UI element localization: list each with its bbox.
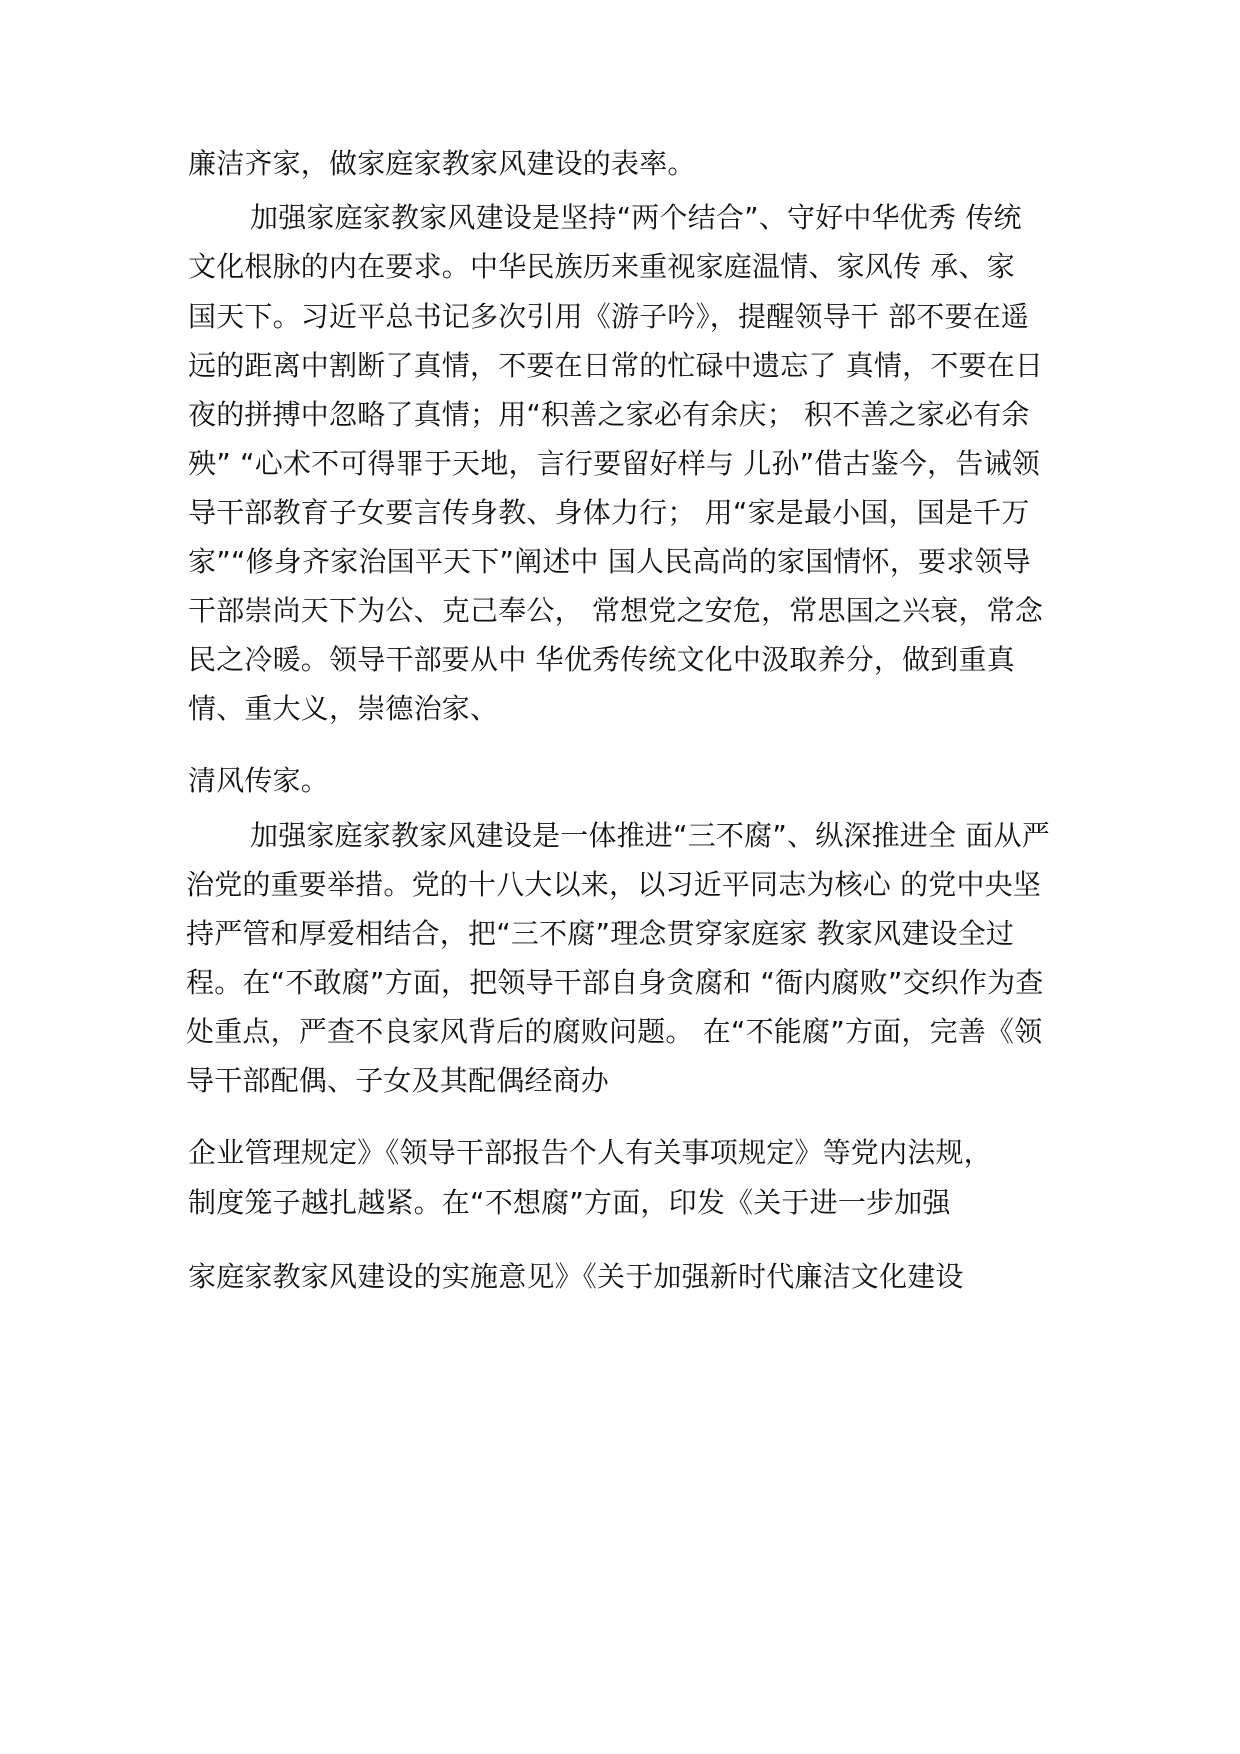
text-line: 廉洁齐家，做家庭家教家风建设的表率。 bbox=[188, 147, 696, 180]
text-line: 干部崇尚天下为公、克己奉公， 常想党之安危，常思国之兴衰，常念 bbox=[188, 594, 1044, 627]
text-line: 远的距离中割断了真情，不要在日常的忙碌中遗忘了 真情，不要在日 bbox=[188, 349, 1044, 382]
text-line: 导干部教育子女要言传身教、身体力行； 用“家是最小国，国是千万 bbox=[188, 496, 1030, 529]
text-line: 处重点，严查不良家风背后的腐败问题。 在“不能腐”方面，完善《领 bbox=[186, 1015, 1043, 1048]
text-line: 夜的拼搏中忽略了真情；用“积善之家必有余庆； 积不善之家必有余 bbox=[188, 398, 1030, 431]
text-line: 家庭家教家风建设的实施意见》《关于加强新时代廉洁文化建设 bbox=[188, 1260, 964, 1293]
text-line: 文化根脉的内在要求。中华民族历来重视家庭温情、家风传 承、家 bbox=[188, 250, 1015, 283]
text-line: 制度笼子越扎越紧。在“不想腐”方面，印发《关于进一步加强 bbox=[188, 1186, 951, 1219]
paragraph-first-line: 加强家庭家教家风建设是坚持“两个结合”、守好中华优秀 传统 bbox=[250, 201, 1022, 234]
text-line: 民之冷暖。领导干部要从中 华优秀传统文化中汲取养分，做到重真 bbox=[188, 643, 1015, 676]
text-line: 程。在“不敢腐”方面，把领导干部自身贪腐和 “衙内腐败”交织作为查 bbox=[186, 966, 1044, 999]
text-line: 持严管和厚爱相结合，把“三不腐”理念贯穿家庭家 教家风建设全过 bbox=[186, 917, 1015, 950]
text-line: 殃” “心术不可得罪于天地，言行要留好样与 儿孙”借古鉴今，告诫领 bbox=[188, 447, 1040, 480]
text-line: 国天下。习近平总书记多次引用《游子吟》，提醒领导干 部不要在遥 bbox=[188, 300, 1030, 333]
text-line: 治党的重要举措。党的十八大以来，以习近平同志为核心 的党中央坚 bbox=[186, 868, 1042, 901]
text-line: 导干部配偶、子女及其配偶经商办 bbox=[186, 1064, 610, 1097]
text-line: 企业管理规定》《领导干部报告个人有关事项规定》等党内法规， bbox=[188, 1136, 992, 1169]
text-line: 家”“修身齐家治国平天下”阐述中 国人民高尚的家国情怀，要求领导 bbox=[188, 545, 1031, 578]
text-line: 清风传家。 bbox=[188, 764, 330, 797]
text-line: 情、重大义，崇德治家、 bbox=[188, 692, 499, 725]
paragraph-first-line: 加强家庭家教家风建设是一体推进“三不腐”、纵深推进全 面从严 bbox=[250, 819, 1050, 852]
